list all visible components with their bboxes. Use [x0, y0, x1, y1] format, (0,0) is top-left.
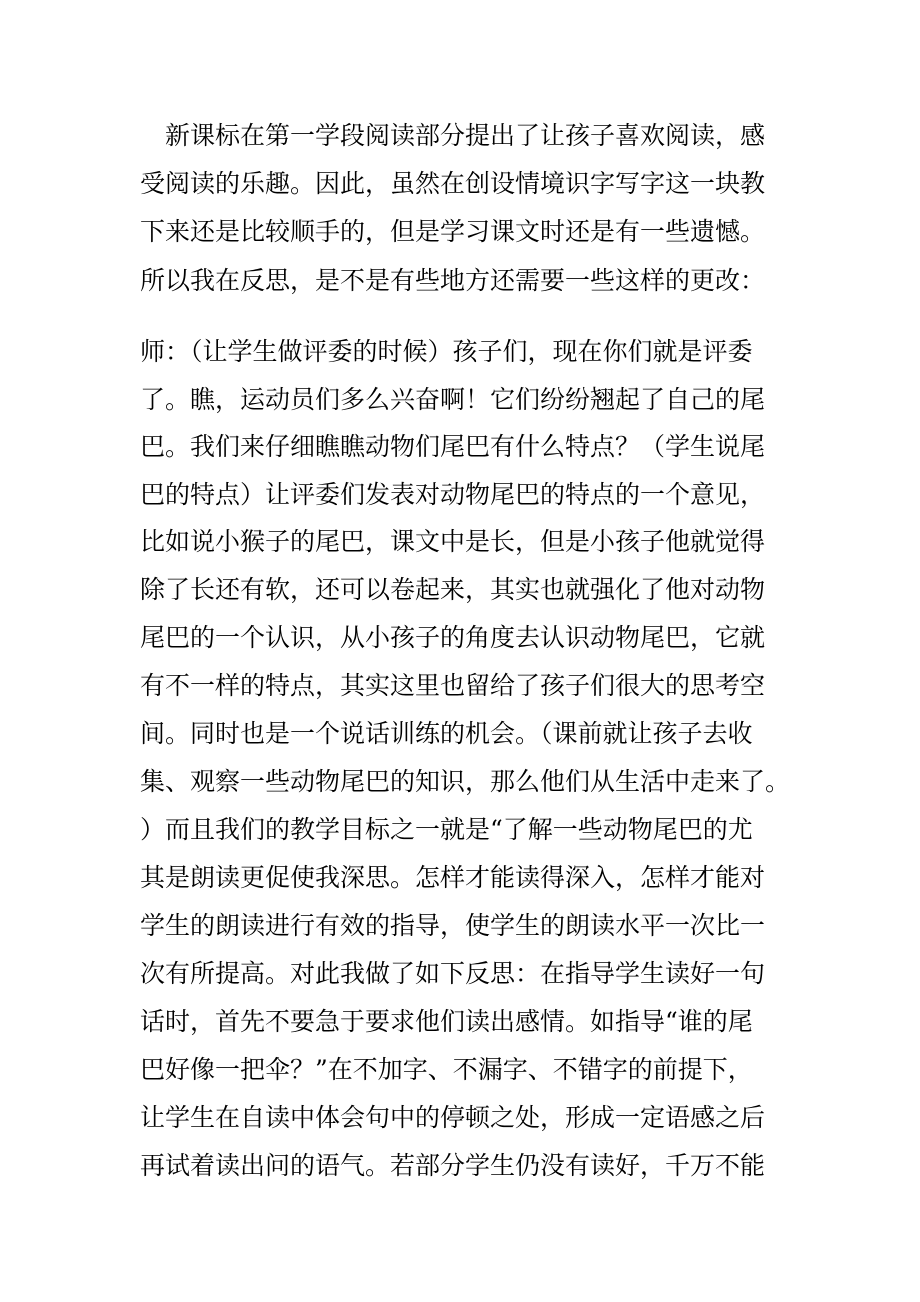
paragraph-2-line-15: 话时，首先不要急于要求他们读出感情。如指导“谁的尾 [140, 1007, 753, 1036]
paragraph-2-line-2: 了。瞧，运动员们多么兴奋啊！它们纷纷翘起了自己的尾 [140, 385, 766, 414]
paragraph-2-line-10: 集、观察一些动物尾巴的知识，那么他们从生活中走来了。 [140, 767, 791, 796]
paragraph-2-line-16: 巴好像一把伞？”在不加字、不漏字、不错字的前提下， [140, 1055, 753, 1084]
paragraph-2-line-17: 让学生在自读中体会句中的停顿之处，形成一定语感之后 [140, 1103, 766, 1132]
paragraph-2-line-5: 比如说小猴子的尾巴，课文中是长，但是小孩子他就觉得 [140, 527, 766, 556]
paragraph-2-line-8: 有不一样的特点，其实这里也留给了孩子们很大的思考空 [140, 671, 766, 700]
paragraph-2-line-4: 巴的特点）让评委们发表对动物尾巴的特点的一个意见， [140, 480, 766, 509]
paragraph-2-line-9: 间。同时也是一个说话训练的机会。（课前就让孩子去收 [140, 719, 753, 748]
paragraph-2-line-14: 次有所提高。对此我做了如下反思：在指导学生读好一句 [140, 959, 766, 988]
paragraph-2-line-7: 尾巴的一个认识，从小孩子的角度去认识动物尾巴，它就 [140, 623, 766, 652]
paragraph-2-line-3: 巴。我们来仔细瞧瞧动物们尾巴有什么特点？（学生说尾 [140, 432, 766, 461]
paragraph-1-line-3: 下来还是比较顺手的，但是学习课文时还是有一些遗憾。 [140, 217, 766, 246]
paragraph-2-line-11: ）而且我们的教学目标之一就是“了解一些动物尾巴的尤 [140, 815, 753, 844]
paragraph-2-line-12: 其是朗读更促使我深思。怎样才能读得深入，怎样才能对 [140, 863, 766, 892]
paragraph-2-line-6: 除了长还有软，还可以卷起来，其实也就强化了他对动物 [140, 575, 766, 604]
paragraph-2-line-1: 师：（让学生做评委的时候）孩子们，现在你们就是评委 [140, 337, 753, 366]
paragraph-1-line-2: 受阅读的乐趣。因此，虽然在创设情境识字写字这一块教 [140, 169, 766, 198]
paragraph-1-line-1: 新课标在第一学段阅读部分提出了让孩子喜欢阅读，感 [165, 121, 766, 150]
paragraph-1-line-4: 所以我在反思，是不是有些地方还需要一些这样的更改： [140, 266, 766, 295]
paragraph-2-line-18: 再试着读出问的语气。若部分学生仍没有读好，千万不能 [140, 1151, 766, 1180]
paragraph-2-line-13: 学生的朗读进行有效的指导，使学生的朗读水平一次比一 [140, 911, 766, 940]
